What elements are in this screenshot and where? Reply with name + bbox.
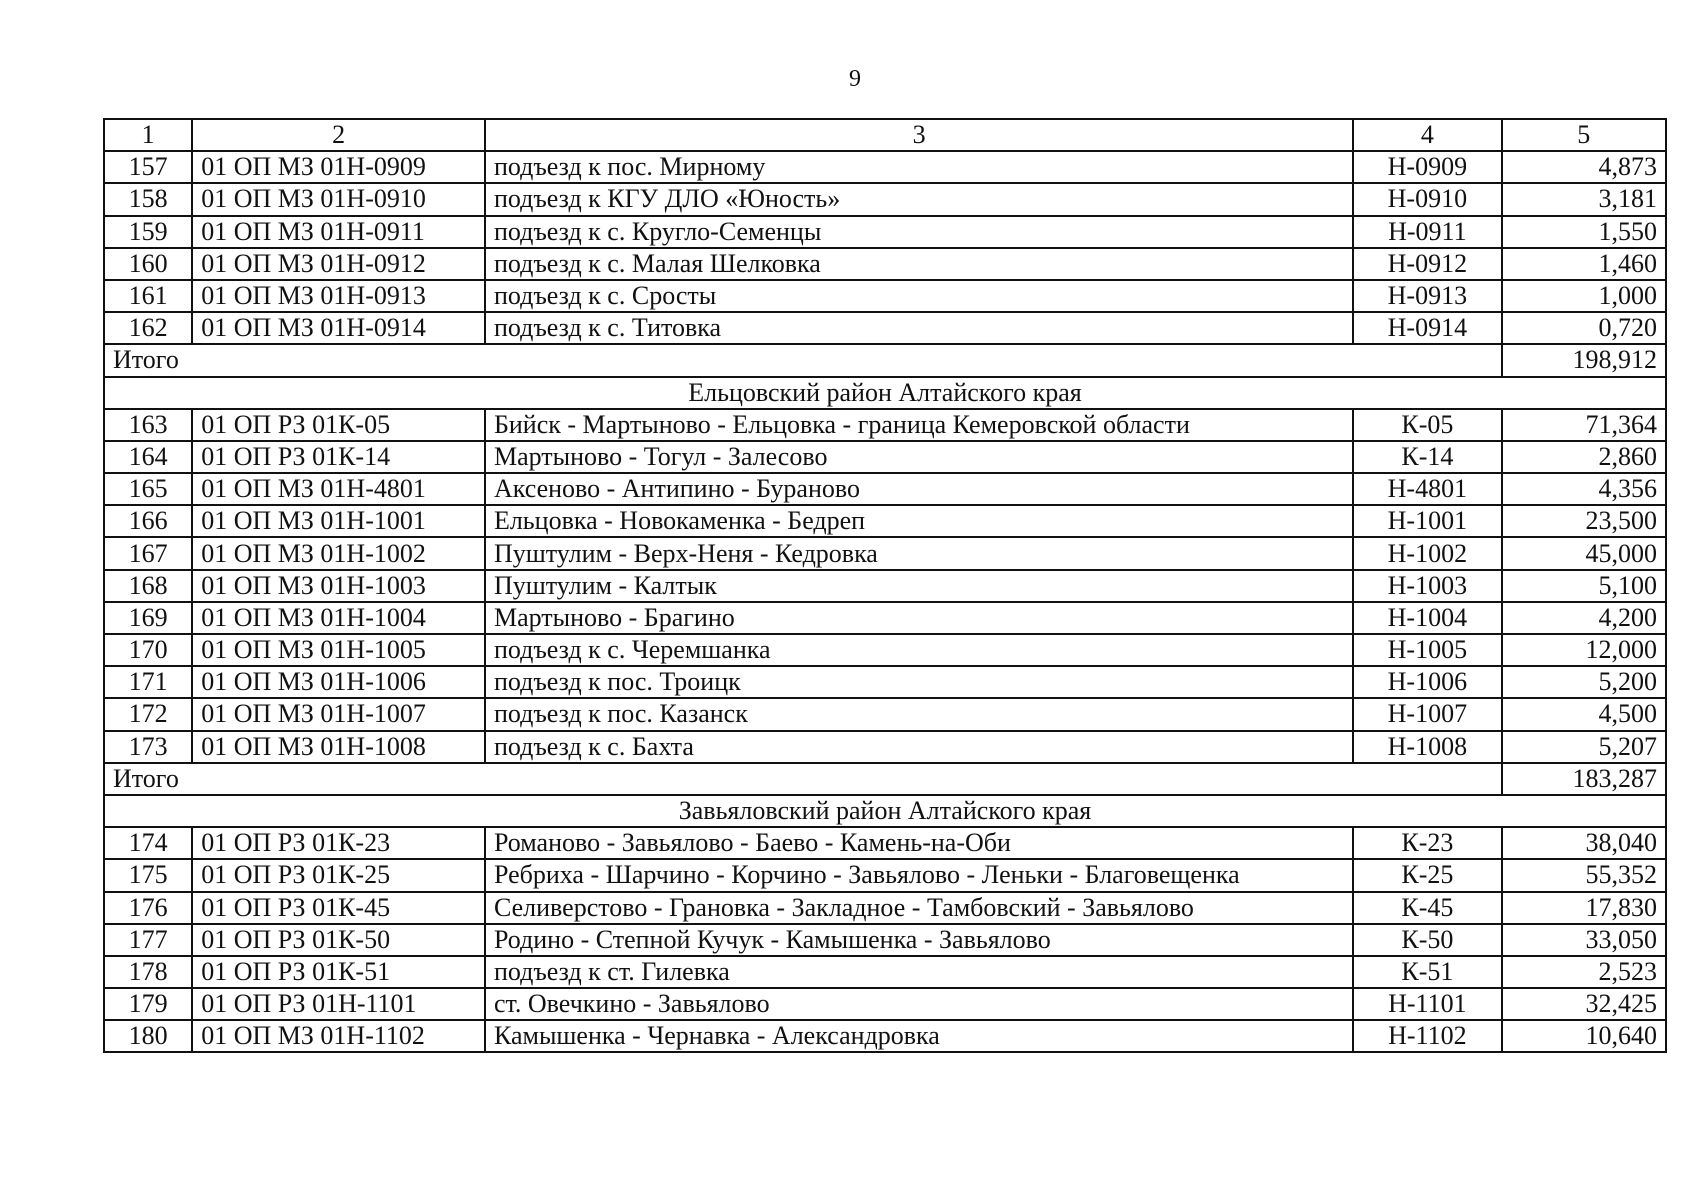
table-row <box>104 602 1666 634</box>
road-code: 01 ОП РЗ 01К-50 <box>192 924 485 956</box>
table-row <box>104 859 1666 891</box>
road-length: 55,352 <box>1502 859 1666 891</box>
road-index: Н-1007 <box>1353 698 1501 730</box>
row-number: 165 <box>104 473 192 505</box>
total-row <box>104 763 1666 795</box>
road-length: 38,040 <box>1502 827 1666 859</box>
road-index: К-05 <box>1353 409 1501 441</box>
road-code: 01 ОП МЗ 01Н-1006 <box>192 666 485 698</box>
road-name: подъезд к с. Черемшанка <box>485 634 1353 666</box>
road-index: Н-0914 <box>1353 312 1501 344</box>
road-code: 01 ОП МЗ 01Н-1102 <box>192 1020 485 1052</box>
road-name: подъезд к пос. Мирному <box>485 151 1353 183</box>
road-length: 12,000 <box>1502 634 1666 666</box>
row-number: 175 <box>104 859 192 891</box>
table-row <box>104 1020 1666 1052</box>
road-index: Н-0913 <box>1353 280 1501 312</box>
row-number: 177 <box>104 924 192 956</box>
table-row <box>104 441 1666 473</box>
total-value: 198,912 <box>1502 344 1666 376</box>
total-label: Итого <box>104 763 1502 795</box>
row-number: 162 <box>104 312 192 344</box>
road-length: 1,460 <box>1502 248 1666 280</box>
road-name: Ельцовка - Новокаменка - Бедреп <box>485 505 1353 537</box>
road-length: 5,100 <box>1502 570 1666 602</box>
table-row <box>104 570 1666 602</box>
road-index: К-23 <box>1353 827 1501 859</box>
road-name: подъезд к ст. Гилевка <box>485 956 1353 988</box>
row-number: 166 <box>104 505 192 537</box>
road-length: 4,873 <box>1502 151 1666 183</box>
row-number: 161 <box>104 280 192 312</box>
road-name: Камышенка - Чернавка - Александровка <box>485 1020 1353 1052</box>
road-length: 32,425 <box>1502 988 1666 1020</box>
road-code: 01 ОП МЗ 01Н-1003 <box>192 570 485 602</box>
road-code: 01 ОП МЗ 01Н-1005 <box>192 634 485 666</box>
table-row <box>104 634 1666 666</box>
road-length: 3,181 <box>1502 183 1666 215</box>
road-index: Н-1002 <box>1353 537 1501 569</box>
page-number: 9 <box>849 66 861 92</box>
road-name: Пуштулим - Верх-Неня - Кедровка <box>485 537 1353 569</box>
road-name: подъезд к пос. Казанск <box>485 698 1353 730</box>
row-number: 164 <box>104 441 192 473</box>
road-index: Н-1006 <box>1353 666 1501 698</box>
road-index: Н-1004 <box>1353 602 1501 634</box>
table-row <box>104 473 1666 505</box>
road-length: 1,550 <box>1502 216 1666 248</box>
table-row <box>104 280 1666 312</box>
row-number: 172 <box>104 698 192 730</box>
road-index: Н-0911 <box>1353 216 1501 248</box>
table-row <box>104 924 1666 956</box>
road-length: 4,500 <box>1502 698 1666 730</box>
section-title: Ельцовский район Алтайского края <box>104 377 1666 409</box>
road-length: 23,500 <box>1502 505 1666 537</box>
road-code: 01 ОП РЗ 01К-25 <box>192 859 485 891</box>
table-row <box>104 505 1666 537</box>
road-index: Н-1102 <box>1353 1020 1501 1052</box>
road-name: подъезд к КГУ ДЛО «Юность» <box>485 183 1353 215</box>
road-name: Ребриха - Шарчино - Корчино - Завьялово - Леньки - Благовещенка <box>485 859 1353 891</box>
road-code: 01 ОП МЗ 01Н-1008 <box>192 731 485 763</box>
road-name: подъезд к с. Сросты <box>485 280 1353 312</box>
road-length: 0,720 <box>1502 312 1666 344</box>
road-name: Пуштулим - Калтык <box>485 570 1353 602</box>
road-name: Родино - Степной Кучук - Камышенка - Завьялово <box>485 924 1353 956</box>
road-length: 5,200 <box>1502 666 1666 698</box>
road-code: 01 ОП МЗ 01Н-1001 <box>192 505 485 537</box>
road-name: Аксеново - Антипино - Бураново <box>485 473 1353 505</box>
table-row <box>104 666 1666 698</box>
road-index: Н-1008 <box>1353 731 1501 763</box>
row-number: 159 <box>104 216 192 248</box>
road-length: 4,356 <box>1502 473 1666 505</box>
road-name: Мартыново - Тогул - Залесово <box>485 441 1353 473</box>
road-code: 01 ОП МЗ 01Н-0914 <box>192 312 485 344</box>
road-code: 01 ОП МЗ 01Н-0913 <box>192 280 485 312</box>
column-header-4: 4 <box>1353 119 1501 151</box>
row-number: 170 <box>104 634 192 666</box>
table-row <box>104 698 1666 730</box>
section-title: Завьяловский район Алтайского края <box>104 795 1666 827</box>
road-code: 01 ОП МЗ 01Н-1002 <box>192 537 485 569</box>
table-row <box>104 409 1666 441</box>
road-length: 71,364 <box>1502 409 1666 441</box>
table-row <box>104 216 1666 248</box>
road-index: К-51 <box>1353 956 1501 988</box>
row-number: 169 <box>104 602 192 634</box>
road-code: 01 ОП МЗ 01Н-1007 <box>192 698 485 730</box>
roads-table <box>103 118 1667 1053</box>
road-code: 01 ОП РЗ 01К-45 <box>192 892 485 924</box>
road-length: 33,050 <box>1502 924 1666 956</box>
road-name: Бийск - Мартыново - Ельцовка - граница Кемеровской области <box>485 409 1353 441</box>
table-row <box>104 183 1666 215</box>
road-index: Н-1005 <box>1353 634 1501 666</box>
table-row <box>104 731 1666 763</box>
road-name: подъезд к с. Малая Шелковка <box>485 248 1353 280</box>
road-index: К-25 <box>1353 859 1501 891</box>
row-number: 167 <box>104 537 192 569</box>
table-row <box>104 956 1666 988</box>
road-length: 4,200 <box>1502 602 1666 634</box>
road-name: Селиверстово - Грановка - Закладное - Тамбовский - Завьялово <box>485 892 1353 924</box>
road-index: Н-0912 <box>1353 248 1501 280</box>
table-row <box>104 537 1666 569</box>
road-length: 10,640 <box>1502 1020 1666 1052</box>
road-code: 01 ОП РЗ 01К-23 <box>192 827 485 859</box>
row-number: 173 <box>104 731 192 763</box>
road-name: Мартыново - Брагино <box>485 602 1353 634</box>
road-length: 1,000 <box>1502 280 1666 312</box>
road-code: 01 ОП МЗ 01Н-0911 <box>192 216 485 248</box>
road-code: 01 ОП РЗ 01К-14 <box>192 441 485 473</box>
road-code: 01 ОП МЗ 01Н-0912 <box>192 248 485 280</box>
road-length: 5,207 <box>1502 731 1666 763</box>
table-row <box>104 988 1666 1020</box>
table-row <box>104 151 1666 183</box>
row-number: 158 <box>104 183 192 215</box>
road-code: 01 ОП МЗ 01Н-0909 <box>192 151 485 183</box>
section-title-row <box>104 377 1666 409</box>
road-index: Н-1001 <box>1353 505 1501 537</box>
row-number: 178 <box>104 956 192 988</box>
column-header-1: 1 <box>104 119 192 151</box>
road-length: 45,000 <box>1502 537 1666 569</box>
road-code: 01 ОП РЗ 01К-05 <box>192 409 485 441</box>
road-length: 2,523 <box>1502 956 1666 988</box>
row-number: 180 <box>104 1020 192 1052</box>
road-code: 01 ОП РЗ 01К-51 <box>192 956 485 988</box>
road-code: 01 ОП МЗ 01Н-1004 <box>192 602 485 634</box>
row-number: 179 <box>104 988 192 1020</box>
column-header-5: 5 <box>1502 119 1666 151</box>
row-number: 174 <box>104 827 192 859</box>
row-number: 160 <box>104 248 192 280</box>
road-index: Н-4801 <box>1353 473 1501 505</box>
road-code: 01 ОП РЗ 01Н-1101 <box>192 988 485 1020</box>
header-row <box>104 119 1666 151</box>
row-number: 163 <box>104 409 192 441</box>
column-header-2: 2 <box>192 119 485 151</box>
section-title-row <box>104 795 1666 827</box>
road-index: К-14 <box>1353 441 1501 473</box>
row-number: 168 <box>104 570 192 602</box>
table-row <box>104 312 1666 344</box>
road-name: подъезд к с. Кругло-Семенцы <box>485 216 1353 248</box>
road-name: подъезд к пос. Троицк <box>485 666 1353 698</box>
road-length: 2,860 <box>1502 441 1666 473</box>
column-header-3: 3 <box>485 119 1353 151</box>
road-index: Н-1101 <box>1353 988 1501 1020</box>
road-index: Н-0910 <box>1353 183 1501 215</box>
total-label: Итого <box>104 344 1502 376</box>
road-name: подъезд к с. Титовка <box>485 312 1353 344</box>
road-index: Н-1003 <box>1353 570 1501 602</box>
road-name: ст. Овечкино - Завьялово <box>485 988 1353 1020</box>
road-name: Романово - Завьялово - Баево - Камень-на-Оби <box>485 827 1353 859</box>
road-code: 01 ОП МЗ 01Н-4801 <box>192 473 485 505</box>
road-code: 01 ОП МЗ 01Н-0910 <box>192 183 485 215</box>
road-index: К-45 <box>1353 892 1501 924</box>
road-length: 17,830 <box>1502 892 1666 924</box>
row-number: 176 <box>104 892 192 924</box>
road-index: Н-0909 <box>1353 151 1501 183</box>
row-number: 171 <box>104 666 192 698</box>
row-number: 157 <box>104 151 192 183</box>
table-row <box>104 248 1666 280</box>
table-row <box>104 827 1666 859</box>
table-row <box>104 892 1666 924</box>
road-index: К-50 <box>1353 924 1501 956</box>
total-value: 183,287 <box>1502 763 1666 795</box>
total-row <box>104 344 1666 376</box>
road-name: подъезд к с. Бахта <box>485 731 1353 763</box>
